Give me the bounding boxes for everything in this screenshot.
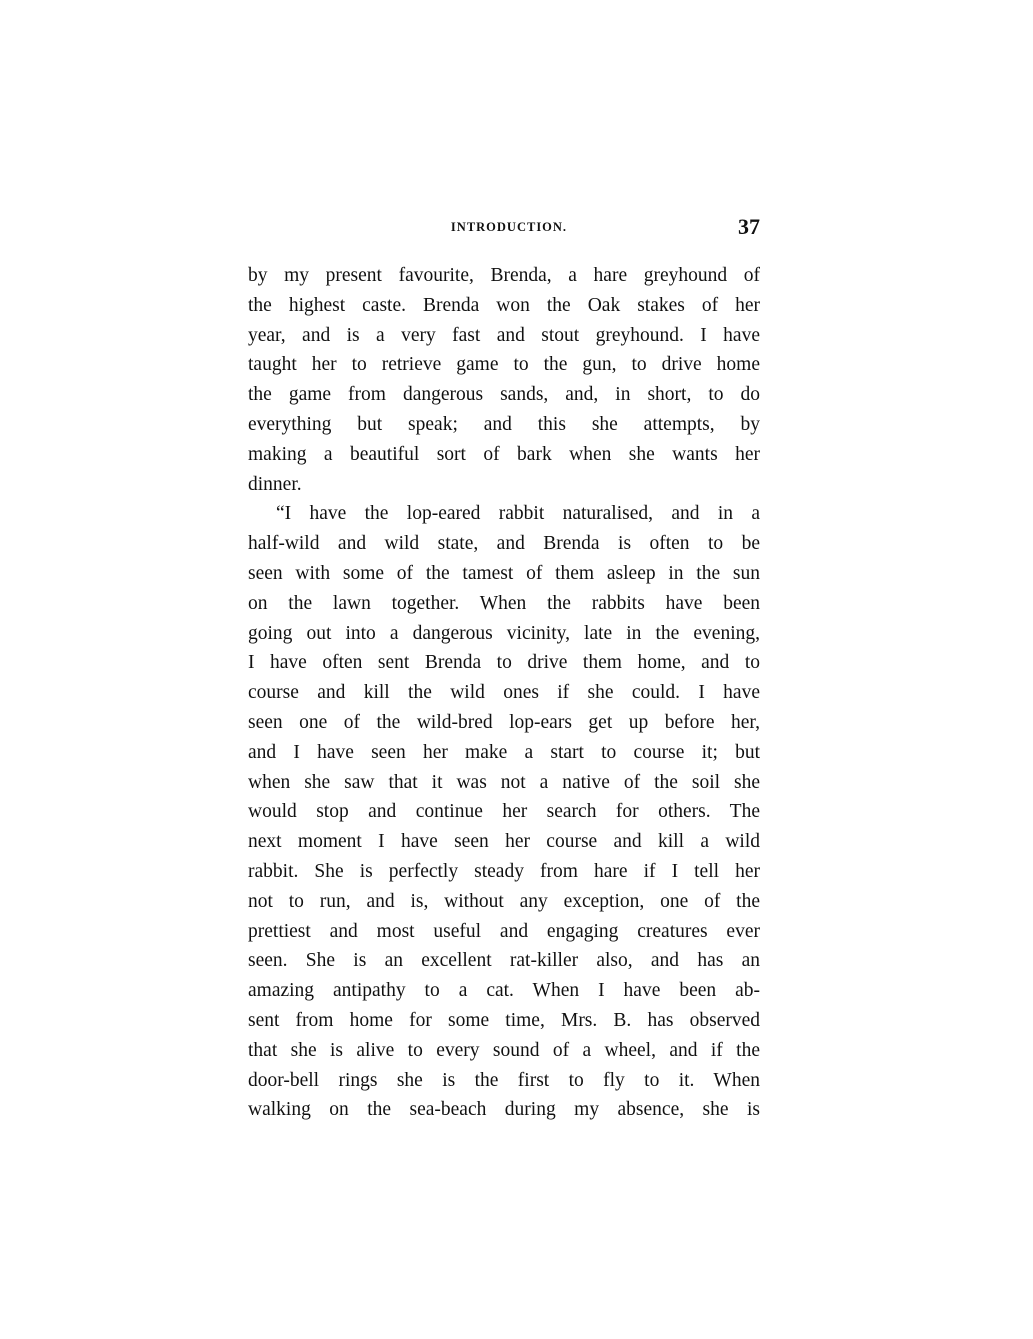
text-line: that she is alive to every sound of a wheel, and if the [248, 1039, 760, 1061]
text-line: by my present favourite, Brenda, a hare greyhound of [248, 265, 760, 286]
running-title: INTRODUCTION. [450, 220, 568, 234]
text-line: seen one of the wild-bred lop-ears get up before her, [248, 711, 760, 733]
text-line: walking on the sea-beach during my absence, she is [248, 1099, 760, 1121]
text-line: not to run, and is, without any exception, one of the [248, 890, 760, 912]
book-page [248, 216, 760, 1125]
body-text [248, 261, 760, 1125]
page-number: 37 [738, 214, 760, 239]
text-line: and I have seen her make a start to course it; but [248, 741, 760, 763]
text-line: half-wild and wild state, and Brenda is often to be [248, 533, 760, 555]
text-line: “I have the lop-eared rabbit naturalised, and in a [276, 503, 760, 525]
text-line: would stop and continue her search for others. The [248, 801, 760, 823]
page-header [248, 216, 760, 246]
text-line: year, and is a very fast and stout greyhound. I have [248, 324, 760, 346]
text-line: amazing antipathy to a cat. When I have been ab- [248, 980, 760, 1002]
text-line: on the lawn together. When the rabbits have been [248, 592, 760, 614]
text-line: everything but speak; and this she attempts, by [248, 413, 760, 435]
text-line: I have often sent Brenda to drive them home, and to [248, 652, 760, 674]
text-line: the game from dangerous sands, and, in short, to do [248, 384, 760, 406]
text-line: rabbit. She is perfectly steady from hare if I tell her [248, 860, 760, 882]
text-line: prettiest and most useful and engaging creatures ever [248, 920, 760, 942]
text-line: seen with some of the tamest of them asleep in the sun [248, 562, 760, 584]
text-line: door-bell rings she is the first to fly to it. When [248, 1069, 760, 1091]
text-line: the highest caste. Brenda won the Oak stakes of her [248, 294, 760, 316]
text-line: when she saw that it was not a native of the soil she [248, 771, 760, 793]
text-line: sent from home for some time, Mrs. B. has observed [248, 1009, 760, 1031]
text-line: dinner. [248, 473, 302, 495]
text-line: next moment I have seen her course and kill a wild [248, 831, 760, 853]
text-line: course and kill the wild ones if she could. I have [248, 682, 760, 704]
text-line: seen. She is an excellent rat-killer also, and has an [248, 950, 760, 972]
text-line: going out into a dangerous vicinity, late in the evening, [248, 622, 760, 644]
text-line: taught her to retrieve game to the gun, to drive home [248, 354, 760, 376]
text-line: making a beautiful sort of bark when she wants her [248, 443, 760, 465]
